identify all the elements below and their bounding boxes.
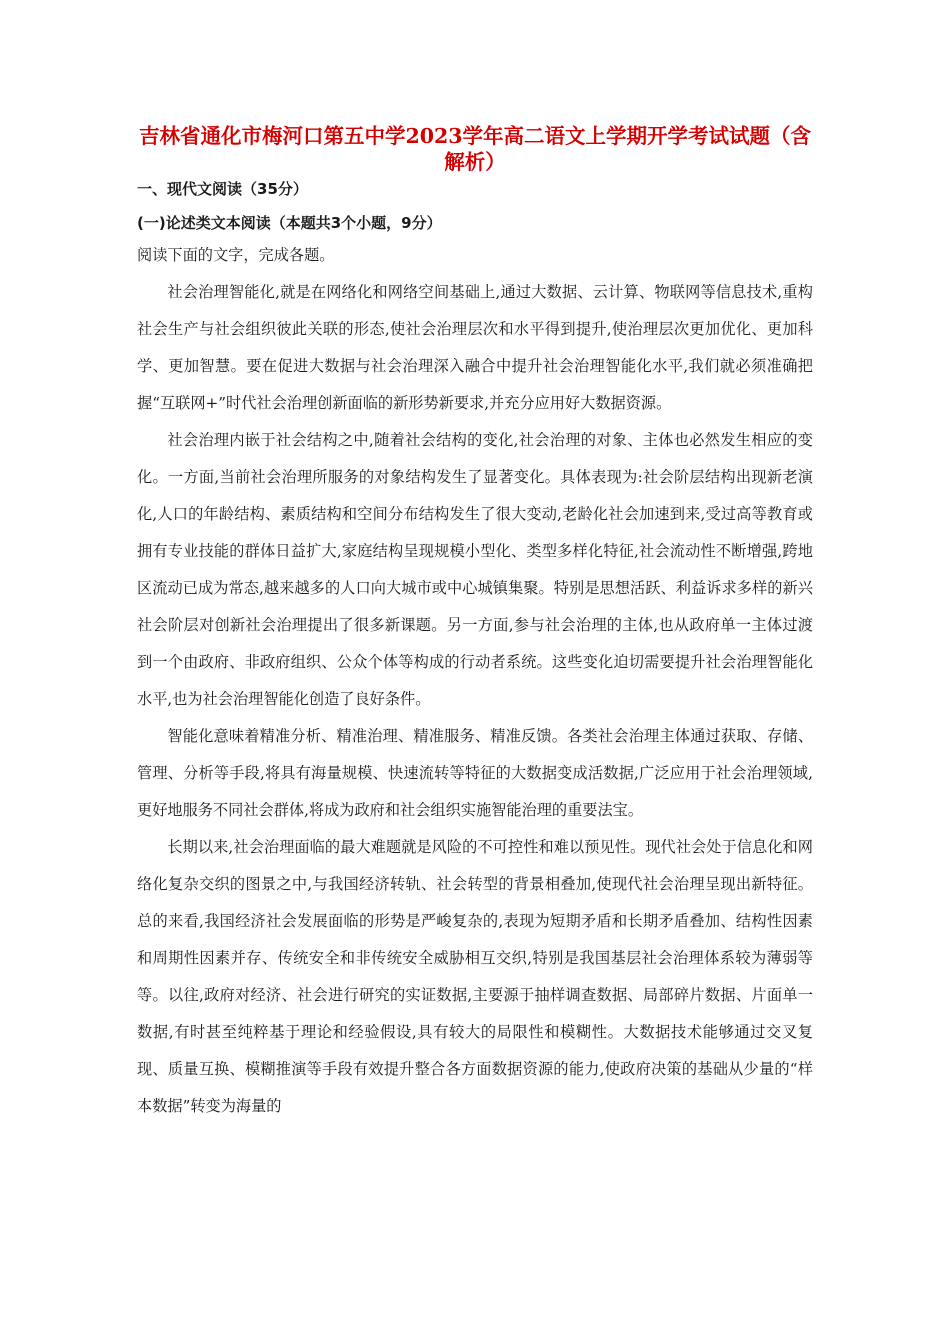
paragraph-2: 社会治理内嵌于社会结构之中,随着社会结构的变化,社会治理的对象、主体也必然发生相应的变化。一方面,当前社会治理所服务的对象结构发生了显著变化。具体表现为:社会阶层结构出现新老演化,人口的年龄结构、素质结构和空间分布结构发生了很大变动,老龄化社会加速到来,受过高等教育或拥有专业技能的群体日益扩大,家庭结构呈现规模小型化、类型多样化特征,社会流动性不断增强,跨地区流动已成为常态,越来越多的人口向大城市或中心城镇集聚。特别是思想活跃、利益诉求多样的新兴社会阶层对创新社会治理提出了很多新课题。另一方面,参与社会治理的主体,也从政府单一主体过渡到一个由政府、非政府组织、公众个体等构成的行动者系统。这些变化迫切需要提升社会治理智能化水平,也为社会治理智能化创造了良好条件。 <box>137 431 813 708</box>
paragraph-4: 长期以来,社会治理面临的最大难题就是风险的不可控性和难以预见性。现代社会处于信息化和网络化复杂交织的图景之中,与我国经济转轨、社会转型的背景相叠加,使现代社会治理呈现出新特征。总的来看,我国经济社会发展面临的形势是严峻复杂的,表现为短期矛盾和长期矛盾叠加、结构性因素和周期性因素并存、传统安全和非传统安全威胁相互交织,特别是我国基层社会治理体系较为薄弱等等。以往,政府对经济、社会进行研究的实证数据,主要源于抽样调查数据、局部碎片数据、片面单一数据,有时甚至纯粹基于理论和经验假设,具有较大的局限性和模糊性。大数据技术能够通过交叉复现、质量互换、模糊推演等手段有效提升整合各方面数据资源的能力,使政府决策的基础从少量的“样本数据”转变为海量的 <box>137 838 813 1115</box>
reading-instruction: 阅读下面的文字，完成各题。 <box>137 246 335 264</box>
document-page <box>137 123 813 1125</box>
sub-heading: (一)论述类文本阅读（本题共3个小题，9分） <box>137 214 442 232</box>
paragraph-3: 智能化意味着精准分析、精准治理、精准服务、精准反馈。各类社会治理主体通过获取、存储、管理、分析等手段,将具有海量规模、快速流转等特征的大数据变成活数据,广泛应用于社会治理领域,更好地服务不同社会群体,将成为政府和社会组织实施智能治理的重要法宝。 <box>137 727 813 819</box>
section-heading: 一、现代文阅读（35分） <box>137 180 308 198</box>
document-title: 吉林省通化市梅河口第五中学2023学年高二语文上学期开学考试试题（含解析） <box>138 124 812 174</box>
paragraph-1: 社会治理智能化,就是在网络化和网络空间基础上,通过大数据、云计算、物联网等信息技术,重构社会生产与社会组织彼此关联的形态,使社会治理层次和水平得到提升,使治理层次更加优化、更加科学、更加智慧。要在促进大数据与社会治理深入融合中提升社会治理智能化水平,我们就必须准确把握“互联网+”时代社会治理创新面临的新形势新要求,并充分应用好大数据资源。 <box>137 283 813 412</box>
